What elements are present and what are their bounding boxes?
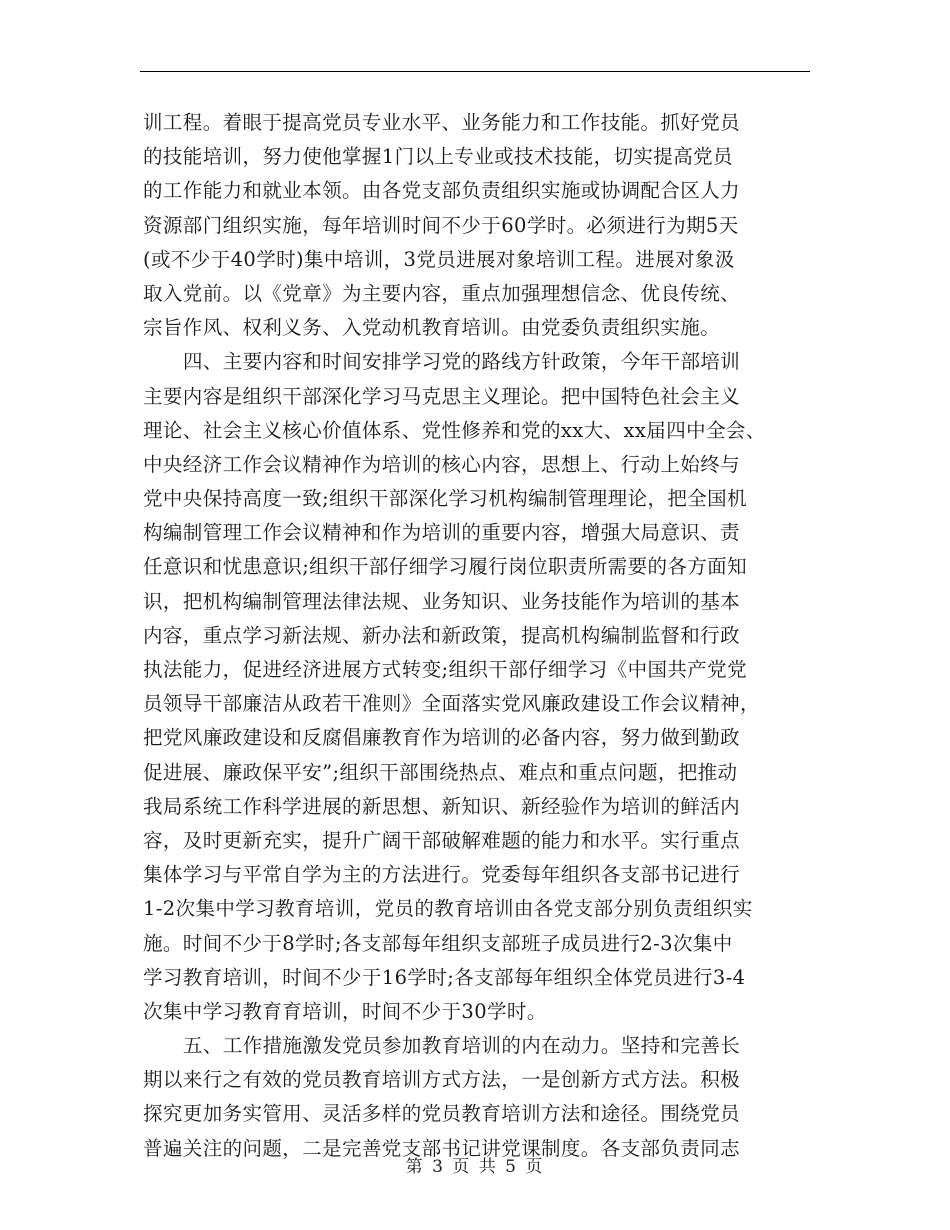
document-body <box>143 106 843 1166</box>
text-line: 把党风廉政建设和反腐倡廉教育作为培训的必备内容，努力做到勤政 <box>143 726 741 750</box>
text-line: 学习教育培训，时间不少于16学时;各支部每年组织全体党员进行3-4 <box>143 965 746 989</box>
text-line: 容，及时更新充实，提升广阔干部破解难题的能力和水平。实行重点 <box>143 828 741 852</box>
header-rule <box>140 71 810 72</box>
text-line: 四、主要内容和时间安排学习党的路线方针政策，今年干部培训 <box>183 350 741 374</box>
page-footer: 第 3 页 共 5 页 <box>405 1157 545 1177</box>
text-line: 的技能培训，努力使他掌握1门以上专业或技术技能，切实提高党员 <box>143 145 733 169</box>
text-line: 宗旨作风、权利义务、入党动机教育培训。由党委负责组织实施。 <box>143 316 721 340</box>
text-line: 识，把机构编制管理法律法规、业务知识、业务技能作为培训的基本 <box>143 589 741 613</box>
text-line: 构编制管理工作会议精神和作为培训的重要内容，增强大局意识、责 <box>143 521 741 545</box>
text-line: 内容，重点学习新法规、新办法和新政策，提高机构编制监督和行政 <box>143 623 741 647</box>
text-line: 主要内容是组织干部深化学习马克思主义理论。把中国特色社会主义 <box>143 384 741 408</box>
text-line: 次集中学习教育育培训，时间不少于30学时。 <box>143 999 547 1023</box>
text-line: 普遍关注的问题，二是完善党支部书记讲党课制度。各支部负责同志 <box>143 1136 741 1160</box>
text-line: 我局系统工作科学进展的新思想、新知识、新经验作为培训的鲜活内 <box>143 794 741 818</box>
text-line: 中央经济工作会议精神作为培训的核心内容，思想上、行动上始终与 <box>143 452 741 476</box>
text-line: 任意识和忧患意识;组织干部仔细学习履行岗位职责所需要的各方面知 <box>143 555 747 579</box>
text-line: 期以来行之有效的党员教育培训方式方法，一是创新方式方法。积极 <box>143 1068 741 1092</box>
text-line: 员领导干部廉洁从政若干准则》全面落实党风廉政建设工作会议精神， <box>143 692 760 716</box>
text-line: 探究更加务实管用、灵活多样的党员教育培训方法和途径。围绕党员 <box>143 1102 741 1126</box>
text-line: 促进展、廉政保平安”;组织干部围绕热点、难点和重点问题，把推动 <box>143 760 738 784</box>
text-line: 1-2次集中学习教育培训，党员的教育培训由各党支部分别负责组织实 <box>143 897 753 921</box>
text-line: 资源部门组织实施，每年培训时间不少于60学时。必须进行为期5天 <box>143 213 739 237</box>
text-line: 集体学习与平常自学为主的方法进行。党委每年组织各支部书记进行 <box>143 863 741 887</box>
text-line: 训工程。着眼于提高党员专业水平、业务能力和工作技能。抓好党员 <box>143 111 741 134</box>
text-line: (或不少于40学时)集中培训，3党员进展对象培训工程。进展对象汲 <box>143 247 735 271</box>
text-line: 五、工作措施激发党员参加教育培训的内在动力。坚持和完善长 <box>183 1034 741 1058</box>
text-line: 执法能力，促进经济进展方式转变;组织干部仔细学习《中国共产党党 <box>143 658 747 681</box>
text-line: 施。时间不少于8学时;各支部每年组织支部班子成员进行2-3次集中 <box>143 931 733 955</box>
text-line: 理论、社会主义核心价值体系、党性修养和党的xx大、xx届四中全会、 <box>143 418 766 442</box>
text-line: 党中央保持高度一致;组织干部深化学习机构编制管理理论，把全国机 <box>143 487 747 511</box>
text-line: 取入党前。以《党章》为主要内容，重点加强理想信念、优良传统、 <box>143 281 741 305</box>
text-line: 的工作能力和就业本领。由各党支部负责组织实施或协调配合区人力 <box>143 179 741 203</box>
